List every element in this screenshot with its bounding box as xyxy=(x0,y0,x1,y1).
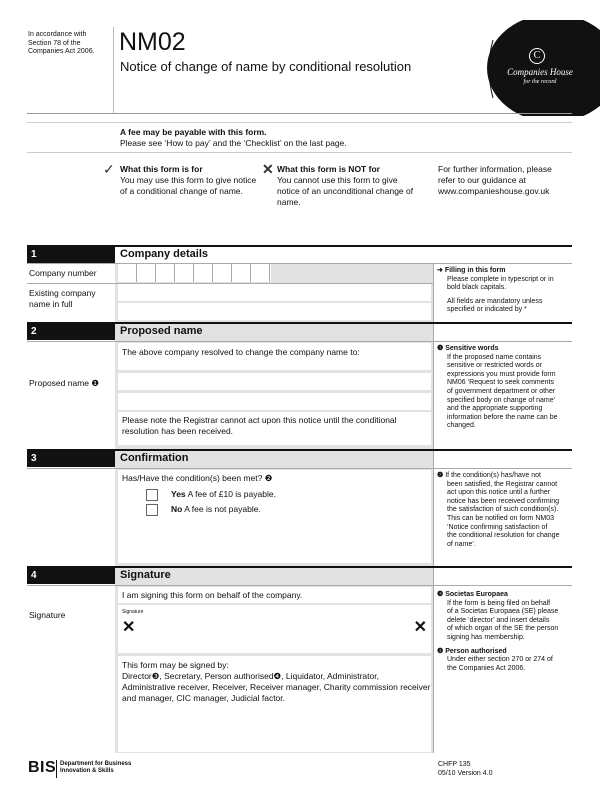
section-number: 4 xyxy=(27,567,115,584)
registrar-note: Please note the Registrar cannot act upon this notice until the conditional resolution has been received. xyxy=(118,412,431,445)
section-number: 1 xyxy=(27,246,115,263)
sign-here-icon: ✕ xyxy=(122,619,136,636)
form-not-for: What this form is NOT for You cannot use this form to give notice of an unconditional change of name. xyxy=(277,164,414,207)
form-code: NM02 xyxy=(119,28,186,56)
company-name-label: Existing company name in full xyxy=(29,288,96,309)
company-number-label: Company number xyxy=(29,268,97,278)
form-reference: CHFP 135 05/10 Version 4.0 xyxy=(438,761,493,777)
further-info: For further information, please refer to our guidance at www.companieshouse.gov.uk xyxy=(438,164,552,196)
note-1-icon: ❶ xyxy=(91,378,100,388)
signing-statement: I am signing this form on behalf of the company. xyxy=(118,587,431,603)
filling-guidance: ➜ Filling in this form Please complete in typescript or in bold black capitals. All fields are mandatory unless specified or indicated by * xyxy=(437,267,554,314)
proposed-name-field-line2[interactable] xyxy=(118,393,431,410)
section-title: Company details xyxy=(120,248,209,260)
fee-heading: A fee may be payable with this form. xyxy=(120,127,267,137)
form-for: What this form is for You may use this form to give notice of a conditional change of name. xyxy=(120,164,257,196)
no-checkbox[interactable] xyxy=(146,504,158,516)
company-number-field[interactable] xyxy=(118,264,271,282)
company-name-field-line1[interactable] xyxy=(118,284,431,301)
section-title: Proposed name xyxy=(120,325,203,337)
sign-here-icon: ✕ xyxy=(413,619,427,636)
companies-house-logo: C Companies House for the record xyxy=(445,20,600,116)
bis-logo: BIS xyxy=(28,759,57,776)
signature-label: Signature xyxy=(29,610,66,620)
section-title: Signature xyxy=(120,569,171,581)
yes-option: Yes A fee of £10 is payable. xyxy=(171,489,276,499)
section-number: 2 xyxy=(27,323,115,340)
resolution-statement: The above company resolved to change the company name to: xyxy=(118,343,431,370)
signatory-list: This form may be signed by: Director❸, Secretary, Person authorised❹, Liquidator, Administrator, Administrative receiver, Receiver, Receiver manager, Charity commission receiver and manager, CIC manager, Judicial factor. xyxy=(118,656,431,752)
sensitive-words-guidance: ❶ Sensitive words If the proposed name contains sensitive or restricted words or expressions you must provide form NM06 ‘Request to seek comments of government department or other specified body on change of name’ and the appropriate supporting information before the name can be changed. xyxy=(437,345,558,430)
no-option: No A fee is not payable. xyxy=(171,504,261,514)
proposed-name-label: Proposed name ❶ xyxy=(29,378,100,388)
societas-guidance: ❸ Societas Europaea If the form is being filed on behalf of a Societas Europaea (SE) please delete ‘director’ and insert details of which organ of the SE the person signing has membership. ❹ Person authorised Under either section 270 or 274 of the Companies Act 2006. xyxy=(437,591,559,672)
cross-icon: ✕ xyxy=(262,161,274,177)
condition-question: Has/Have the condition(s) been met? ❷ xyxy=(122,473,273,483)
legal-note: In accordance with Section 78 of the Companies Act 2006. xyxy=(28,31,95,55)
section-number: 3 xyxy=(27,450,115,467)
department-name: Department for Business Innovation & Skills xyxy=(60,761,132,774)
company-name-field-line2[interactable] xyxy=(118,303,431,320)
fee-text: Please see ‘How to pay’ and the ‘Checklist’ on the last page. xyxy=(120,138,347,148)
tick-icon: ✓ xyxy=(103,161,115,177)
note-2-icon: ❷ xyxy=(264,473,273,483)
condition-guidance: ❷ If the condition(s) has/have not been satisfied, the Registrar cannot act upon this notice until a further notice has been received confirming the satisfaction of such condition(s). This can be notified on form NM03 ‘Notice confirming satisfaction of the conditional resolution for change of name’. xyxy=(437,472,560,548)
proposed-name-field-line1[interactable] xyxy=(118,373,431,390)
yes-checkbox[interactable] xyxy=(146,489,158,501)
form-title: Notice of change of name by conditional resolution xyxy=(120,59,412,74)
arrow-icon: ➜ xyxy=(437,267,443,274)
signature-field[interactable]: Signature ✕ ✕ xyxy=(118,605,431,653)
section-title: Confirmation xyxy=(120,452,189,464)
crest-icon: C xyxy=(529,48,545,64)
confirmation-box xyxy=(118,470,431,563)
